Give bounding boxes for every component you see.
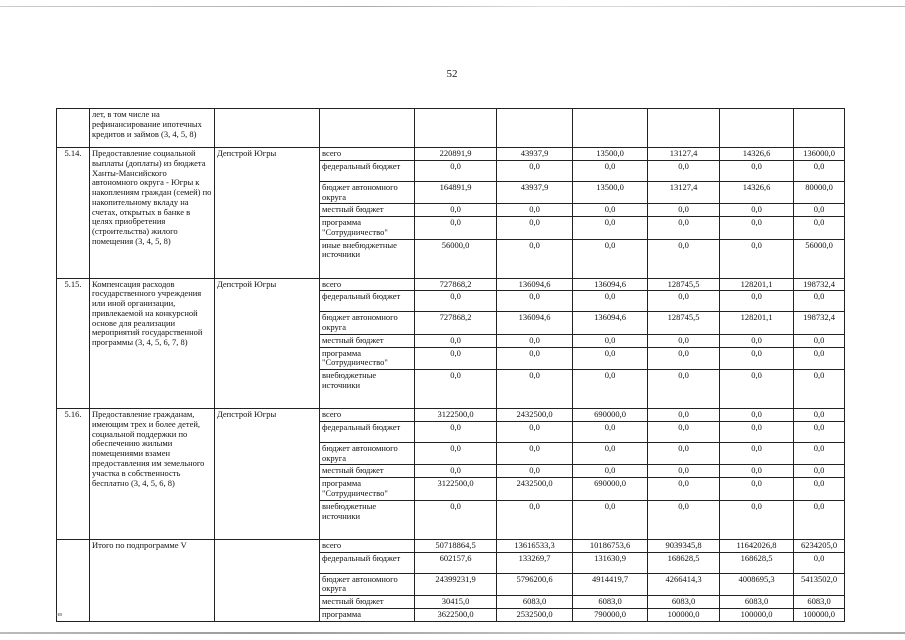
value-cell: 13127,4 [648, 148, 720, 161]
value-cell: 56000,0 [415, 239, 497, 278]
value-cell: 128201,1 [720, 312, 794, 335]
value-cell: 690000,0 [573, 409, 648, 422]
value-cell: 0,0 [794, 217, 845, 240]
funding-source-cell: федеральный бюджет [320, 291, 415, 312]
value-cell: 6083,0 [497, 596, 573, 609]
value-cell: 0,0 [573, 421, 648, 442]
value-cell: 80000,0 [794, 181, 845, 204]
value-cell: 0,0 [720, 442, 794, 465]
funding-source-cell: местный бюджет [320, 204, 415, 217]
value-cell: 100000,0 [720, 608, 794, 621]
funding-source-cell: бюджет автономного округа [320, 573, 415, 596]
value-cell [415, 109, 497, 148]
value-cell: 0,0 [497, 239, 573, 278]
value-cell: 0,0 [794, 160, 845, 181]
value-cell: 0,0 [648, 239, 720, 278]
funding-source-cell: местный бюджет [320, 465, 415, 478]
value-cell: 0,0 [794, 465, 845, 478]
value-cell: 0,0 [415, 442, 497, 465]
funding-source-cell: бюджет автономного округа [320, 312, 415, 335]
measure-name-cell: Итого по подпрограмме V [90, 539, 215, 621]
value-cell: 136094,6 [497, 312, 573, 335]
measure-name-cell: Предоставление социальной выплаты (доплаты) из бюджета Ханты-Мансийского автономного округа - Югры к накоплениям граждан (семей) по накопительному вкладу на счетах, открытых в банке в целях приобретения (строительства) жилого помещения (3, 4, 5, 8) [90, 148, 215, 279]
value-cell: 3122500,0 [415, 409, 497, 422]
value-cell: 6083,0 [794, 596, 845, 609]
value-cell: 0,0 [720, 217, 794, 240]
funding-source-cell: местный бюджет [320, 596, 415, 609]
value-cell: 0,0 [648, 160, 720, 181]
value-cell: 0,0 [720, 291, 794, 312]
budget-table [56, 108, 845, 622]
value-cell: 13500,0 [573, 148, 648, 161]
value-cell: 0,0 [720, 421, 794, 442]
funding-source-cell: бюджет автономного округа [320, 181, 415, 204]
value-cell: 13616533,3 [497, 539, 573, 552]
value-cell: 0,0 [720, 500, 794, 539]
value-cell: 6083,0 [648, 596, 720, 609]
value-cell: 727868,2 [415, 278, 497, 291]
value-cell: 0,0 [648, 421, 720, 442]
table-row [57, 409, 845, 422]
table-row [57, 278, 845, 291]
value-cell: 131630,9 [573, 552, 648, 573]
value-cell: 0,0 [720, 204, 794, 217]
value-cell: 136094,6 [497, 278, 573, 291]
value-cell: 3622500,0 [415, 608, 497, 621]
value-cell: 100000,0 [794, 608, 845, 621]
value-cell: 0,0 [415, 160, 497, 181]
value-cell: 0,0 [720, 239, 794, 278]
value-cell: 0,0 [573, 442, 648, 465]
value-cell: 13127,4 [648, 181, 720, 204]
value-cell: 0,0 [794, 500, 845, 539]
value-cell: 11642026,8 [720, 539, 794, 552]
funding-source-cell: иные внебюджетные источники [320, 239, 415, 278]
value-cell: 0,0 [794, 478, 845, 501]
scan-edge-top [0, 6, 905, 7]
value-cell: 0,0 [648, 291, 720, 312]
value-cell: 43937,9 [497, 148, 573, 161]
value-cell: 128745,5 [648, 312, 720, 335]
funding-source-cell: федеральный бюджет [320, 421, 415, 442]
value-cell [720, 109, 794, 148]
value-cell: 0,0 [648, 217, 720, 240]
value-cell: 9039345,8 [648, 539, 720, 552]
executor-cell: Депстрой Югры [215, 409, 320, 540]
value-cell: 0,0 [648, 409, 720, 422]
value-cell: 0,0 [720, 465, 794, 478]
funding-source-cell: всего [320, 539, 415, 552]
value-cell: 0,0 [794, 334, 845, 347]
funding-source-cell: всего [320, 148, 415, 161]
value-cell: 0,0 [648, 478, 720, 501]
funding-source-cell: всего [320, 409, 415, 422]
value-cell: 0,0 [794, 442, 845, 465]
value-cell: 0,0 [415, 465, 497, 478]
executor-cell: Депстрой Югры [215, 278, 320, 409]
measure-name-cell: Компенсация расходов государственного учреждения или иной организации, привлекаемой на конкурсной основе для реализации мероприятий государственной программы (3, 4, 5, 6, 7, 8) [90, 278, 215, 409]
value-cell: 690000,0 [573, 478, 648, 501]
value-cell: 0,0 [720, 347, 794, 370]
measure-name-cell: лет, в том числе на рефинансирование ипотечных кредитов и займов (3, 4, 5, 8) [90, 109, 215, 148]
value-cell: 0,0 [573, 334, 648, 347]
value-cell: 0,0 [497, 204, 573, 217]
value-cell: 24399231,9 [415, 573, 497, 596]
executor-cell: Депстрой Югры [215, 148, 320, 279]
value-cell: 0,0 [497, 291, 573, 312]
row-number-cell [57, 539, 90, 621]
value-cell: 0,0 [573, 217, 648, 240]
value-cell: 128201,1 [720, 278, 794, 291]
row-number-cell: 5.14. [57, 148, 90, 279]
value-cell: 0,0 [415, 204, 497, 217]
value-cell: 0,0 [720, 478, 794, 501]
value-cell: 0,0 [794, 204, 845, 217]
value-cell: 0,0 [573, 347, 648, 370]
table-row [57, 539, 845, 552]
value-cell: 220891,9 [415, 148, 497, 161]
value-cell: 0,0 [415, 334, 497, 347]
value-cell: 0,0 [720, 334, 794, 347]
funding-source-cell: программа "Сотрудничество" [320, 347, 415, 370]
value-cell: 0,0 [720, 409, 794, 422]
value-cell: 0,0 [415, 421, 497, 442]
table-row [57, 148, 845, 161]
value-cell: 2432500,0 [497, 409, 573, 422]
value-cell [794, 109, 845, 148]
row-number-cell [57, 109, 90, 148]
value-cell: 164891,9 [415, 181, 497, 204]
footer-mark: нв [56, 612, 63, 618]
value-cell: 0,0 [573, 160, 648, 181]
value-cell: 50718864,5 [415, 539, 497, 552]
value-cell: 0,0 [497, 421, 573, 442]
value-cell: 0,0 [720, 370, 794, 409]
funding-source-cell: федеральный бюджет [320, 160, 415, 181]
value-cell: 14326,6 [720, 148, 794, 161]
funding-source-cell: программа "Сотрудничество" [320, 217, 415, 240]
value-cell: 0,0 [497, 217, 573, 240]
value-cell: 128745,5 [648, 278, 720, 291]
value-cell: 10186753,6 [573, 539, 648, 552]
value-cell: 0,0 [415, 291, 497, 312]
value-cell: 0,0 [648, 465, 720, 478]
value-cell: 13500,0 [573, 181, 648, 204]
funding-source-cell: внебюджетные источники [320, 370, 415, 409]
value-cell: 198732,4 [794, 278, 845, 291]
value-cell: 4266414,3 [648, 573, 720, 596]
value-cell [573, 109, 648, 148]
value-cell: 0,0 [415, 370, 497, 409]
value-cell [497, 109, 573, 148]
value-cell: 4008695,3 [720, 573, 794, 596]
executor-cell [215, 539, 320, 621]
scan-edge-bottom [0, 632, 905, 634]
value-cell: 0,0 [720, 160, 794, 181]
value-cell: 0,0 [497, 334, 573, 347]
value-cell: 0,0 [497, 500, 573, 539]
row-number-cell: 5.16. [57, 409, 90, 540]
value-cell: 0,0 [573, 465, 648, 478]
value-cell: 0,0 [573, 500, 648, 539]
funding-source-cell: федеральный бюджет [320, 552, 415, 573]
value-cell: 727868,2 [415, 312, 497, 335]
value-cell: 0,0 [794, 291, 845, 312]
page-number: 52 [446, 68, 458, 80]
value-cell: 136094,6 [573, 312, 648, 335]
value-cell: 0,0 [648, 370, 720, 409]
value-cell: 0,0 [794, 552, 845, 573]
value-cell: 2532500,0 [497, 608, 573, 621]
value-cell: 136094,6 [573, 278, 648, 291]
value-cell: 0,0 [794, 421, 845, 442]
value-cell [648, 109, 720, 148]
value-cell: 30415,0 [415, 596, 497, 609]
value-cell: 133269,7 [497, 552, 573, 573]
source-cell [320, 109, 415, 148]
value-cell: 6083,0 [720, 596, 794, 609]
value-cell: 14326,6 [720, 181, 794, 204]
value-cell: 0,0 [794, 409, 845, 422]
value-cell: 0,0 [415, 500, 497, 539]
value-cell: 0,0 [415, 217, 497, 240]
value-cell: 0,0 [573, 291, 648, 312]
value-cell: 5413502,0 [794, 573, 845, 596]
value-cell: 0,0 [573, 239, 648, 278]
value-cell: 602157,6 [415, 552, 497, 573]
funding-source-cell: программа [320, 608, 415, 621]
value-cell: 0,0 [794, 370, 845, 409]
value-cell: 5796200,6 [497, 573, 573, 596]
measure-name-cell: Предоставление гражданам, имеющим трех и более детей, социальной поддержки по обеспечению жилыми помещениями взамен предоставления им земельного участка в собственность бесплатно (3, 4, 5, 6, 8) [90, 409, 215, 540]
value-cell: 0,0 [648, 334, 720, 347]
funding-source-cell: программа "Сотрудничество" [320, 478, 415, 501]
value-cell: 6234205,0 [794, 539, 845, 552]
value-cell: 0,0 [497, 347, 573, 370]
funding-source-cell: внебюджетные источники [320, 500, 415, 539]
row-number-cell: 5.15. [57, 278, 90, 409]
funding-source-cell: всего [320, 278, 415, 291]
value-cell: 4914419,7 [573, 573, 648, 596]
continuation-row [57, 109, 845, 148]
value-cell: 0,0 [497, 370, 573, 409]
value-cell: 0,0 [497, 442, 573, 465]
value-cell: 136000,0 [794, 148, 845, 161]
funding-source-cell: местный бюджет [320, 334, 415, 347]
value-cell: 0,0 [648, 347, 720, 370]
value-cell: 0,0 [648, 500, 720, 539]
value-cell: 100000,0 [648, 608, 720, 621]
value-cell: 0,0 [648, 204, 720, 217]
value-cell: 6083,0 [573, 596, 648, 609]
value-cell: 0,0 [794, 347, 845, 370]
value-cell: 168628,5 [648, 552, 720, 573]
value-cell: 0,0 [415, 347, 497, 370]
value-cell: 0,0 [497, 160, 573, 181]
value-cell: 56000,0 [794, 239, 845, 278]
funding-source-cell: бюджет автономного округа [320, 442, 415, 465]
value-cell: 0,0 [573, 204, 648, 217]
value-cell: 168628,5 [720, 552, 794, 573]
value-cell: 790000,0 [573, 608, 648, 621]
executor-cell [215, 109, 320, 148]
value-cell: 198732,4 [794, 312, 845, 335]
value-cell: 0,0 [573, 370, 648, 409]
value-cell: 3122500,0 [415, 478, 497, 501]
value-cell: 2432500,0 [497, 478, 573, 501]
value-cell: 43937,9 [497, 181, 573, 204]
value-cell: 0,0 [648, 442, 720, 465]
value-cell: 0,0 [497, 465, 573, 478]
